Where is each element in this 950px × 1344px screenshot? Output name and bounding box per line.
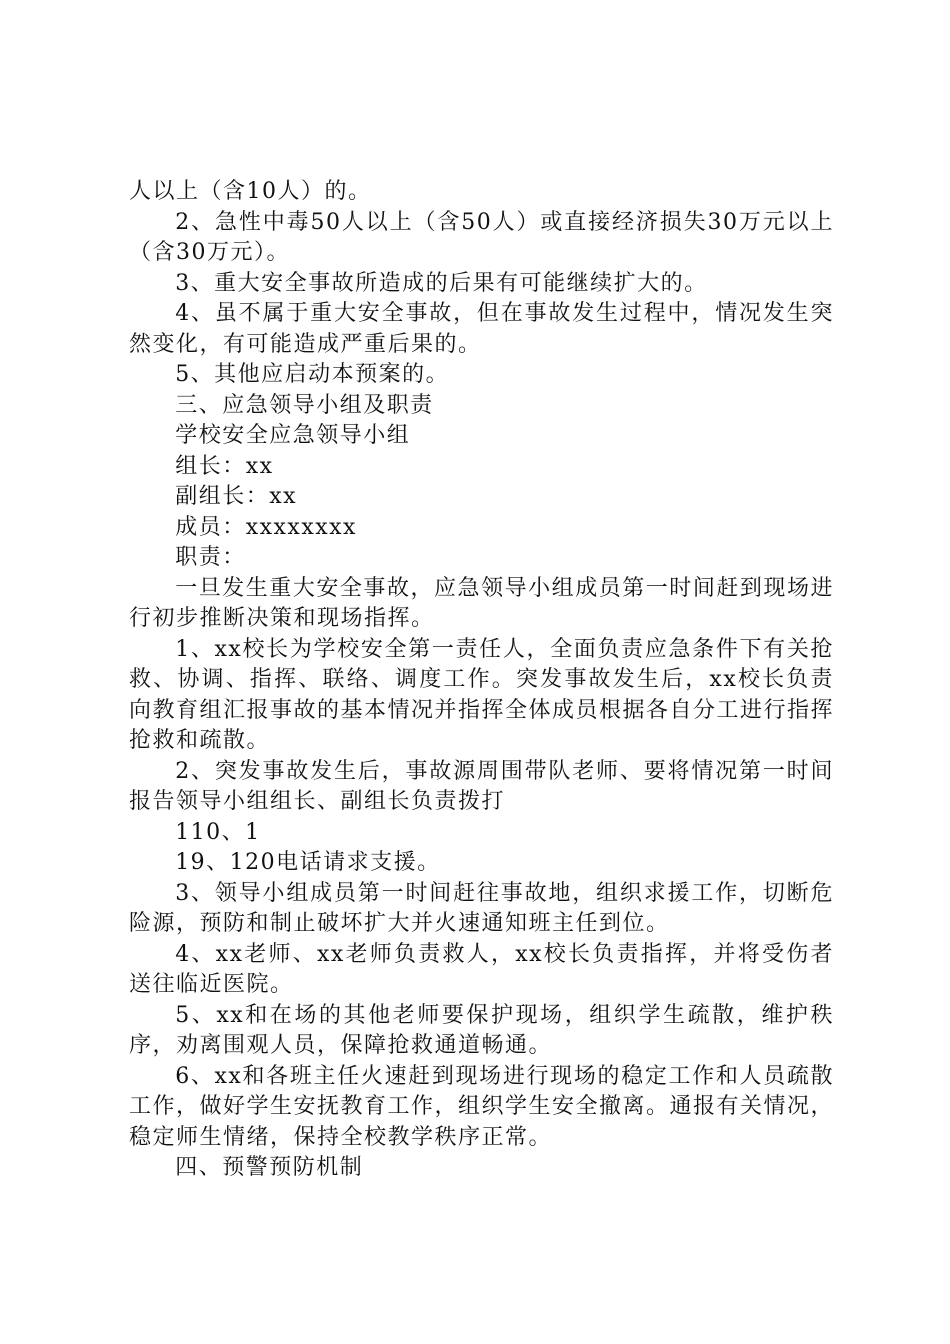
document-paragraph: 成员：xxxxxxxx bbox=[175, 514, 357, 540]
document-paragraph: 副组长：xx bbox=[175, 484, 298, 509]
document-body bbox=[129, 177, 834, 1184]
document-paragraph: 三、应急领导小组及职责 bbox=[175, 392, 434, 418]
document-paragraph: 2、急性中毒50人以上（含50人）或直接经济损失30万元以上（含30万元）。 bbox=[129, 209, 834, 265]
document-paragraph: 4、xx老师、xx老师负责救人，xx校长负责指挥，并将受伤者送往临近医院。 bbox=[129, 941, 834, 997]
document-paragraph: 19、120电话请求支援。 bbox=[175, 850, 441, 875]
document-paragraph: 职责： bbox=[175, 545, 246, 570]
document-paragraph: 5、xx和在场的其他老师要保护现场，组织学生疏散，维护秩序，劝离围观人员，保障抢救通道畅通。 bbox=[129, 1002, 834, 1058]
document-paragraph: 4、虽不属于重大安全事故，但在事故发生过程中，情况发生突然变化，有可能造成严重后果的。 bbox=[129, 301, 834, 357]
document-paragraph: 110、1 bbox=[175, 819, 261, 845]
document-paragraph: 学校安全应急领导小组 bbox=[175, 423, 411, 448]
document-paragraph: 四、预警预防机制 bbox=[175, 1155, 364, 1180]
document-paragraph: 组长：xx bbox=[175, 453, 274, 479]
document-paragraph: 3、领导小组成员第一时间赶往事故地，组织求援工作，切断危险源，预防和制止破坏扩大并火速通知班主任到位。 bbox=[129, 880, 834, 936]
document-paragraph: 2、突发事故发生后，事故源周围带队老师、要将情况第一时间报告领导小组组长、副组长负责拨打 bbox=[129, 758, 834, 814]
document-paragraph: 1、xx校长为学校安全第一责任人，全面负责应急条件下有关抢救、协调、指挥、联络、调度工作。突发事故发生后，xx校长负责向教育组汇报事故的基本情况并指挥全体成员根据各自分工进行指挥抢救和疏散。 bbox=[129, 636, 835, 753]
document-paragraph: 一旦发生重大安全事故，应急领导小组成员第一时间赶到现场进行初步推断决策和现场指挥。 bbox=[129, 575, 834, 631]
document-paragraph: 6、xx和各班主任火速赶到现场进行现场的稳定工作和人员疏散工作，做好学生安抚教育工作，组织学生安全撤离。通报有关情况，稳定师生情绪，保持全校教学秩序正常。 bbox=[129, 1063, 835, 1150]
document-paragraph: 3、重大安全事故所造成的后果有可能继续扩大的。 bbox=[175, 270, 708, 296]
document-paragraph: 5、其他应启动本预案的。 bbox=[175, 362, 450, 387]
document-paragraph: 人以上（含10人）的。 bbox=[129, 179, 372, 204]
